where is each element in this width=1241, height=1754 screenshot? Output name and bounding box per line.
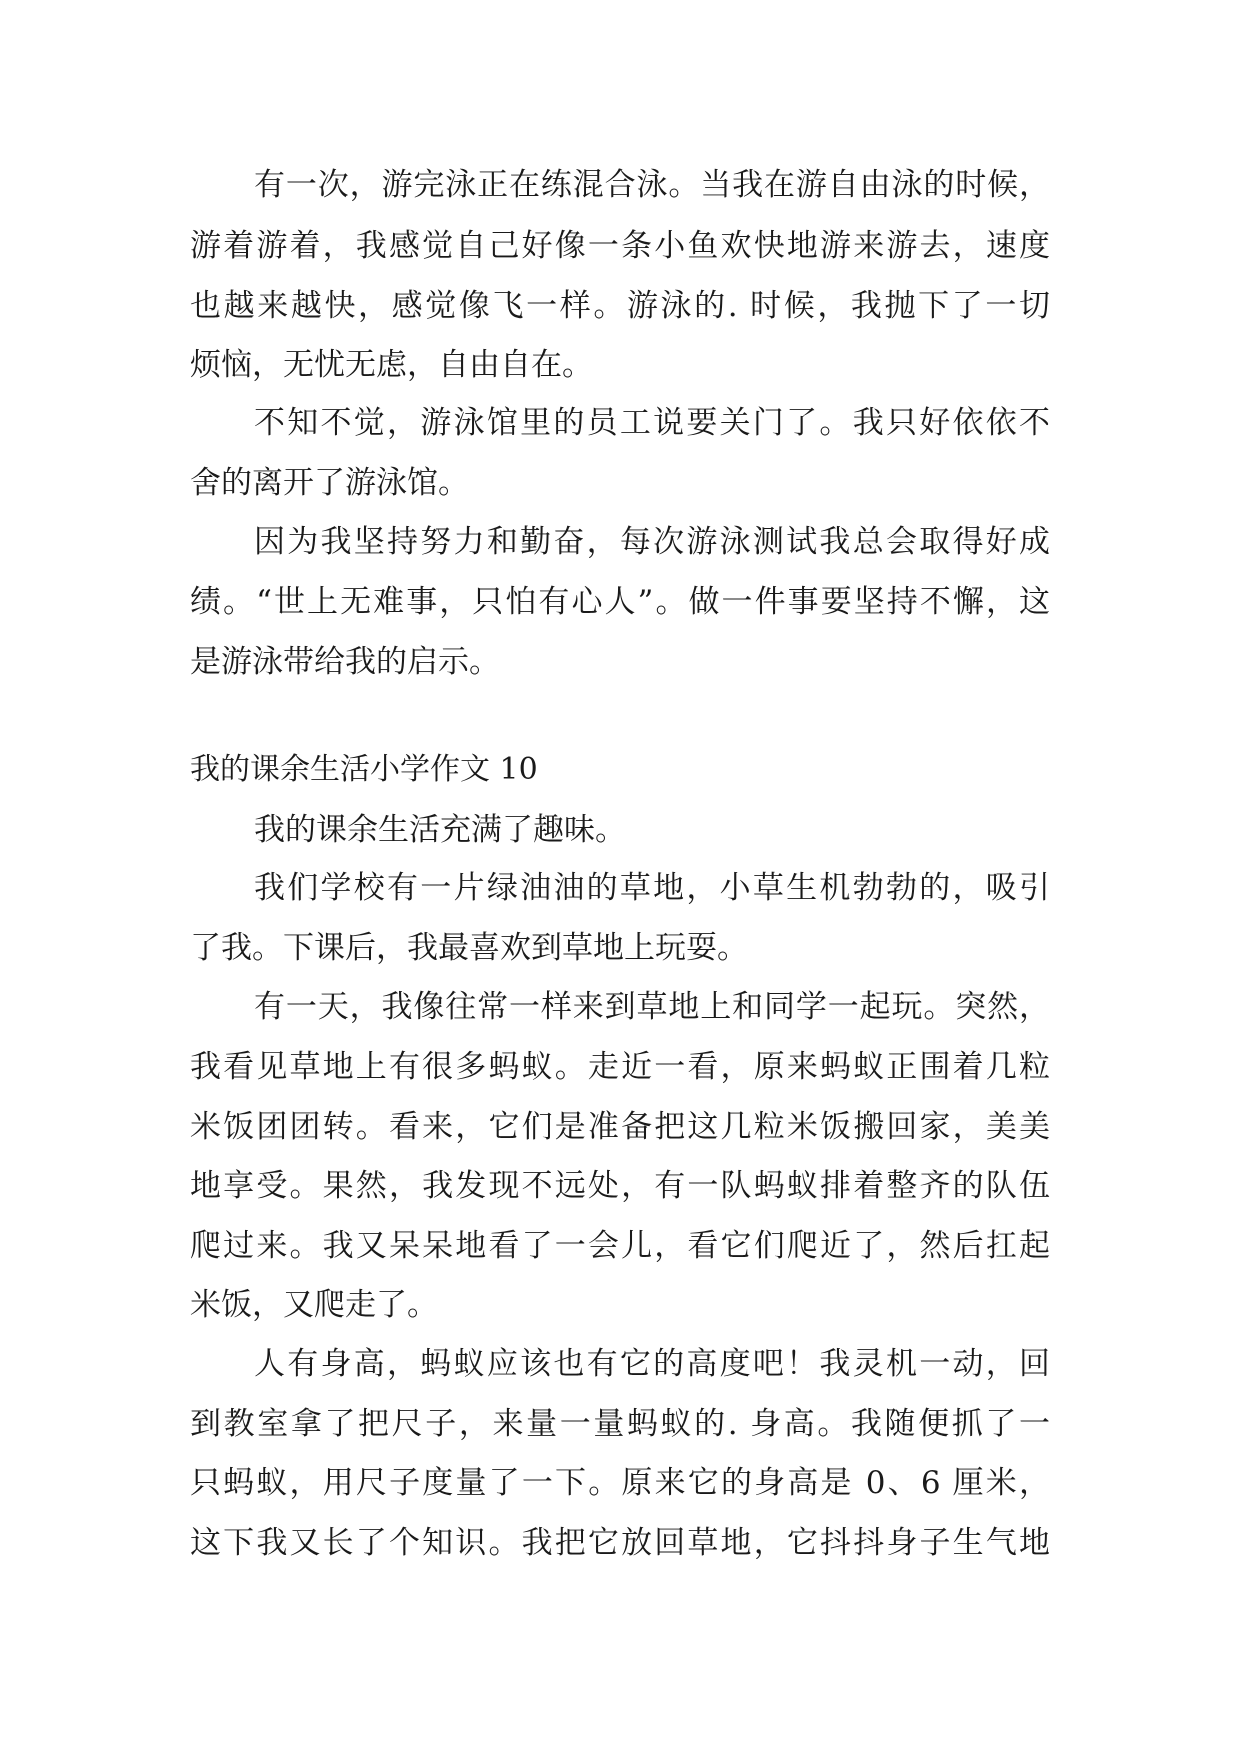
paragraph-line: 是游泳带给我的启示。 [190,644,500,680]
essay-title: 我的课余生活小学作文 10 [190,752,538,787]
paragraph-line: 这下我又长了个知识。我把它放回草地，它抖抖身子生气地 [190,1525,1050,1561]
paragraph-line: 我的课余生活充满了趣味。 [254,812,626,848]
paragraph-line: 地享受。果然，我发现不远处，有一队蚂蚁排着整齐的队伍 [190,1168,1050,1204]
paragraph-line: 游着游着，我感觉自己好像一条小鱼欢快地游来游去，速度 [190,228,1050,264]
paragraph-line: 米饭团团转。看来，它们是准备把这几粒米饭搬回家，美美 [190,1109,1050,1145]
paragraph-line: 有一次，游完泳正在练混合泳。当我在游自由泳的时候， [254,167,1050,203]
paragraph-line: 爬过来。我又呆呆地看了一会儿，看它们爬近了，然后扛起 [190,1228,1050,1264]
paragraph-line: 我们学校有一片绿油油的草地，小草生机勃勃的，吸引 [254,870,1050,906]
paragraph-line: 了我。下课后，我最喜欢到草地上玩耍。 [190,930,748,966]
paragraph-line: 到教室拿了把尺子，来量一量蚂蚁的. 身高。我随便抓了一 [190,1406,1050,1442]
paragraph-line: 米饭，又爬走了。 [190,1287,438,1323]
paragraph-line: 绩。“世上无难事，只怕有心人”。做一件事要坚持不懈，这 [190,584,1050,620]
paragraph-line: 有一天，我像往常一样来到草地上和同学一起玩。突然， [254,989,1050,1025]
paragraph-line: 烦恼，无忧无虑，自由自在。 [190,347,593,383]
paragraph-line: 我看见草地上有很多蚂蚁。走近一看，原来蚂蚁正围着几粒 [190,1049,1050,1085]
paragraph-line: 不知不觉，游泳馆里的员工说要关门了。我只好依依不 [254,405,1050,441]
paragraph-line: 也越来越快，感觉像飞一样。游泳的. 时候，我抛下了一切 [190,288,1050,324]
paragraph-line: 因为我坚持努力和勤奋，每次游泳测试我总会取得好成 [254,524,1050,560]
paragraph-line: 舍的离开了游泳馆。 [190,465,469,501]
paragraph-line: 人有身高，蚂蚁应该也有它的高度吧！我灵机一动，回 [254,1346,1050,1382]
paragraph-line: 只蚂蚁，用尺子度量了一下。原来它的身高是 0、6 厘米， [190,1465,1050,1501]
